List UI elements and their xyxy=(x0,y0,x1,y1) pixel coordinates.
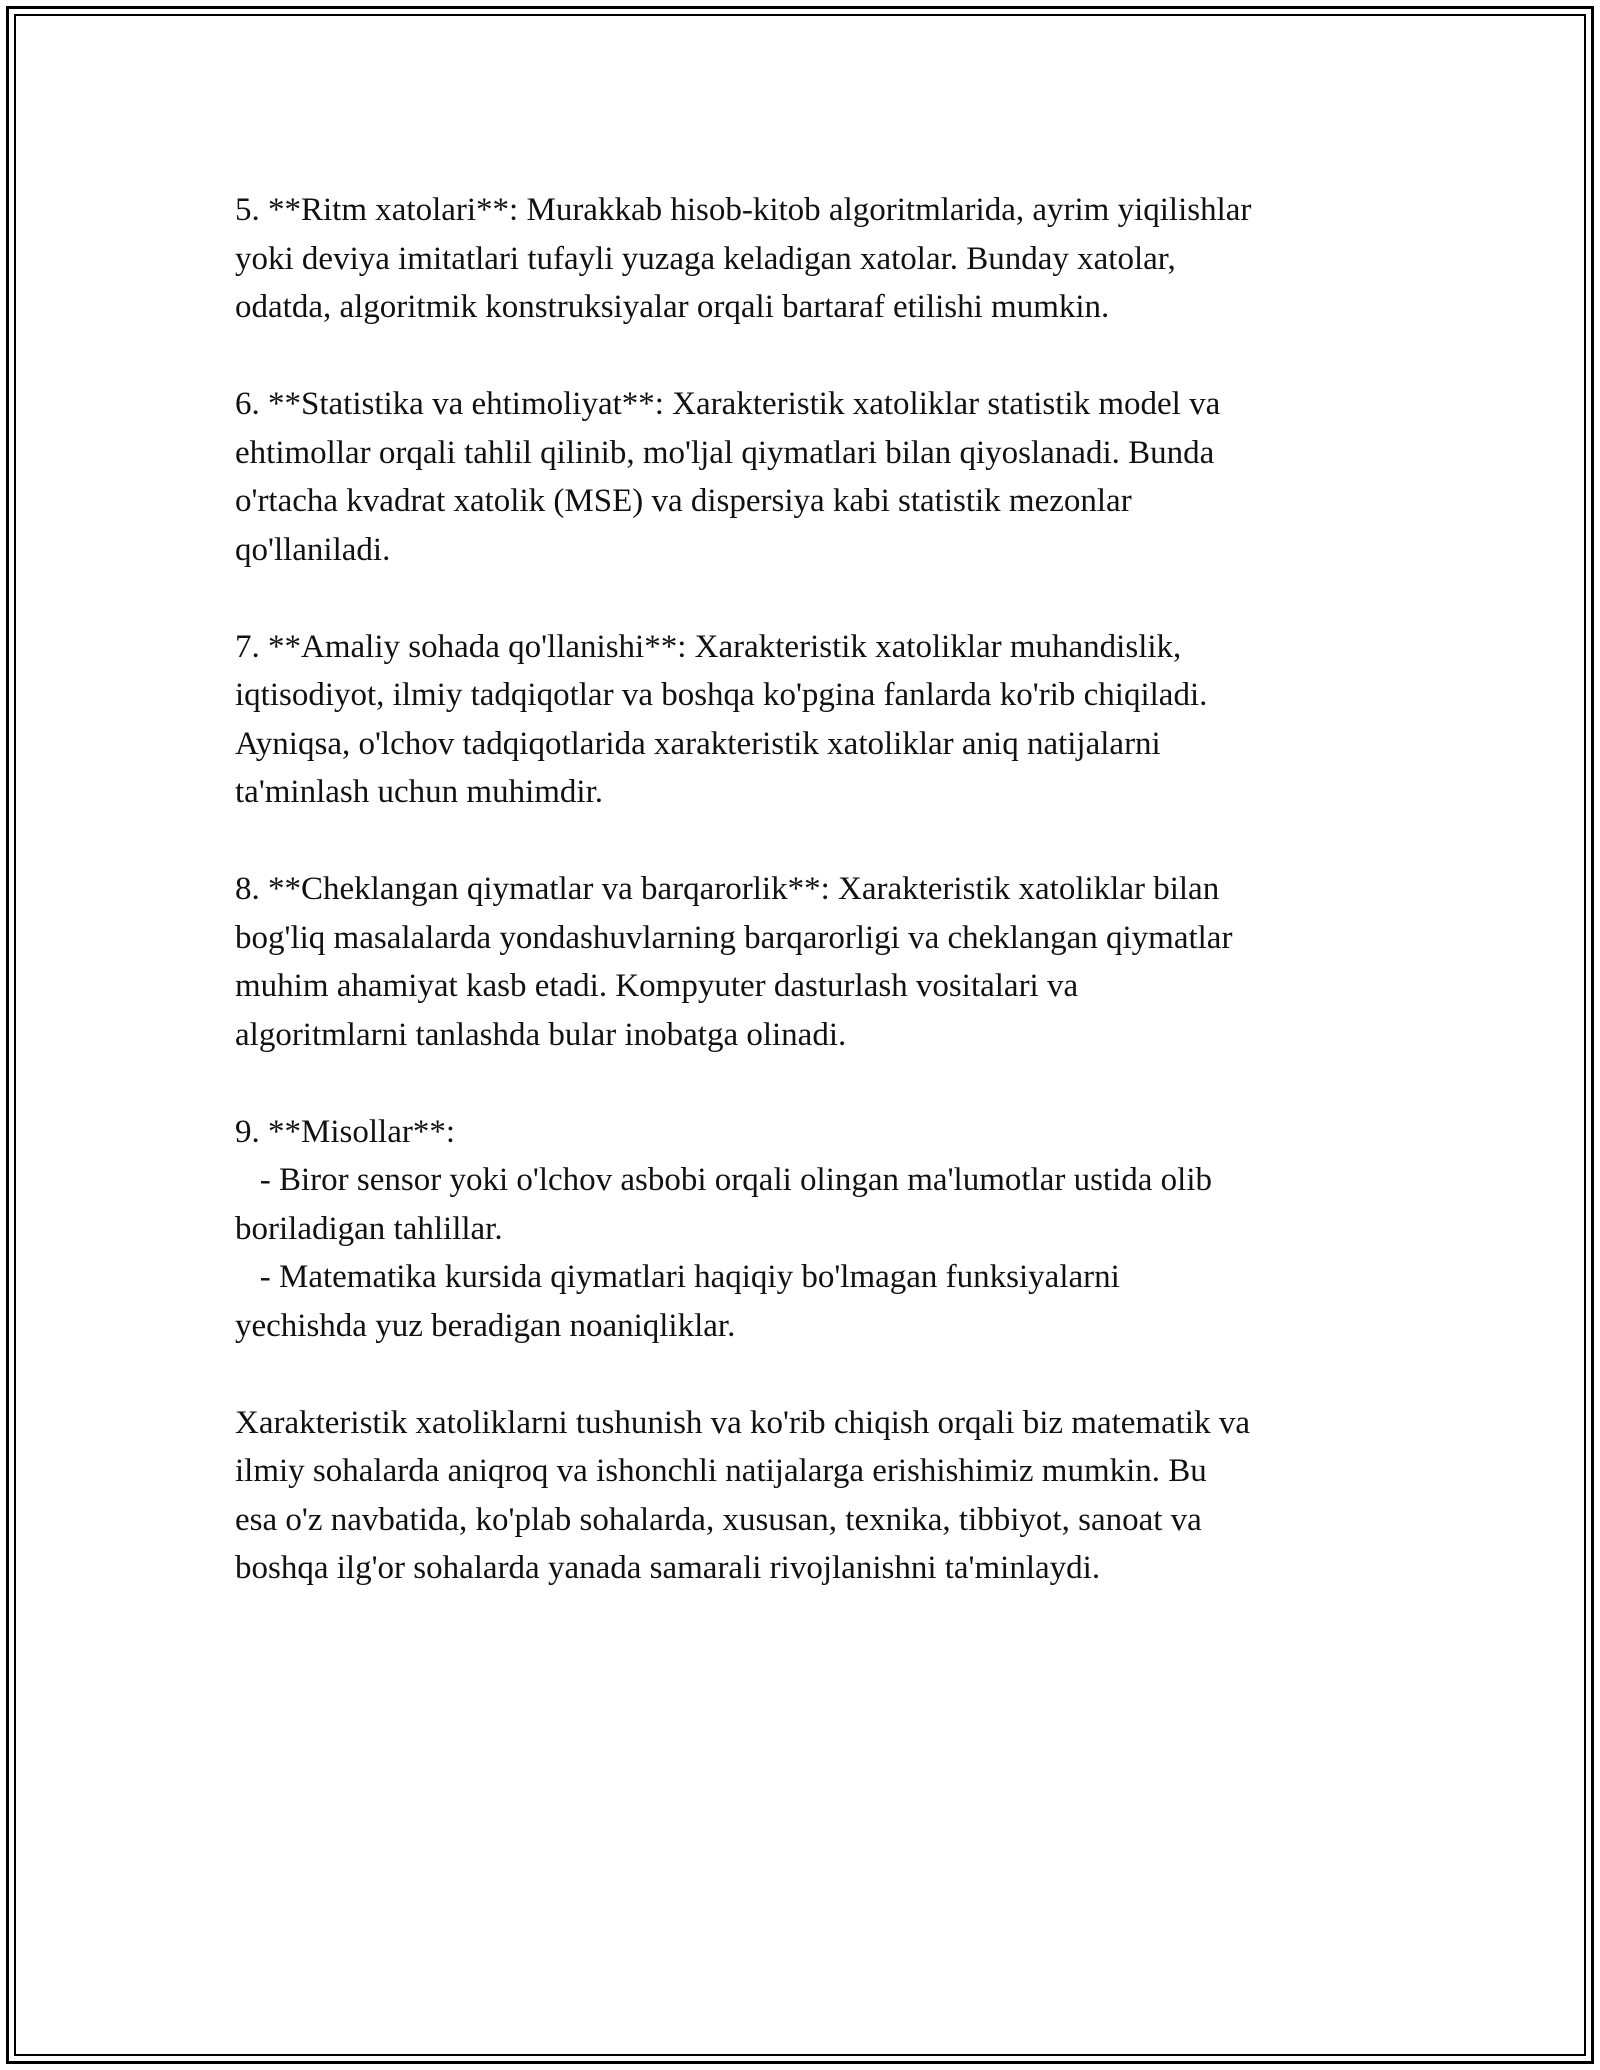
text-line: odatda, algoritmik konstruksiyalar orqali bartaraf etilishi mumkin. xyxy=(235,289,1110,325)
text-line: - Matematika kursida qiymatlari haqiqiy bo'lmagan funksiyalarni xyxy=(235,1259,1120,1295)
text-line: yechishda yuz beradigan noaniqliklar. xyxy=(235,1307,736,1344)
text-line: ilmiy sohalarda aniqroq va ishonchli natijalarga erishishimiz mumkin. Bu xyxy=(235,1453,1207,1489)
paragraph-statistika xyxy=(235,380,1375,574)
text-line: qo'llaniladi. xyxy=(235,531,391,568)
paragraph-ritm-xatolari xyxy=(235,186,1375,332)
text-line: 7. **Amaliy sohada qo'llanishi**: Xarakteristik xatoliklar muhandislik, xyxy=(235,628,1182,665)
text-line: iqtisodiyot, ilmiy tadqiqotlar va boshqa ko'pgina fanlarda ko'rib chiqiladi. xyxy=(235,677,1208,713)
text-line: muhim ahamiyat kasb etadi. Kompyuter dasturlash vositalari va xyxy=(235,968,1079,1004)
text-line: Ayniqsa, o'lchov tadqiqotlarida xarakteristik xatoliklar aniq natijalarni xyxy=(235,725,1161,762)
text-line: algoritmlarni tanlashda bular inobatga olinadi. xyxy=(235,1016,847,1053)
text-line: ehtimollar orqali tahlil qilinib, mo'ljal qiymatlari bilan qiyoslanadi. Bunda xyxy=(235,434,1215,471)
text-line: 8. **Cheklangan qiymatlar va barqarorlik**: Xarakteristik xatoliklar bilan xyxy=(235,871,1220,907)
text-line: o'rtacha kvadrat xatolik (MSE) va dispersiya kabi statistik mezonlar xyxy=(235,483,1132,519)
paragraph-cheklangan-qiymatlar xyxy=(235,865,1375,1059)
document-body xyxy=(235,186,1375,1641)
text-line: bog'liq masalalarda yondashuvlarning barqarorligi va cheklangan qiymatlar xyxy=(235,919,1233,956)
text-line: boshqa ilg'or sohalarda yanada samarali rivojlanishni ta'minlaydi. xyxy=(235,1550,1101,1586)
text-line: boriladigan tahlillar. xyxy=(235,1210,503,1247)
text-line: 9. **Misollar**: xyxy=(235,1113,455,1150)
text-line: 6. **Statistika va ehtimoliyat**: Xarakteristik xatoliklar statistik model va xyxy=(235,386,1221,422)
paragraph-conclusion xyxy=(235,1399,1375,1593)
paragraph-amaliy-soha xyxy=(235,623,1375,817)
text-line: esa o'z navbatida, ko'plab sohalarda, xususan, texnika, tibbiyot, sanoat va xyxy=(235,1501,1202,1538)
text-line: - Biror sensor yoki o'lchov asbobi orqali olingan ma'lumotlar ustida olib xyxy=(235,1162,1212,1198)
text-line: 5. **Ritm xatolari**: Murakkab hisob-kitob algoritmlarida, ayrim yiqilishlar xyxy=(235,192,1252,228)
text-line: Xarakteristik xatoliklarni tushunish va ko'rib chiqish orqali biz matematik va xyxy=(235,1404,1250,1441)
text-line: yoki deviya imitatlari tufayli yuzaga keladigan xatolar. Bunday xatolar, xyxy=(235,240,1176,277)
text-line: ta'minlash uchun muhimdir. xyxy=(235,774,603,810)
paragraph-misollar xyxy=(235,1108,1375,1351)
